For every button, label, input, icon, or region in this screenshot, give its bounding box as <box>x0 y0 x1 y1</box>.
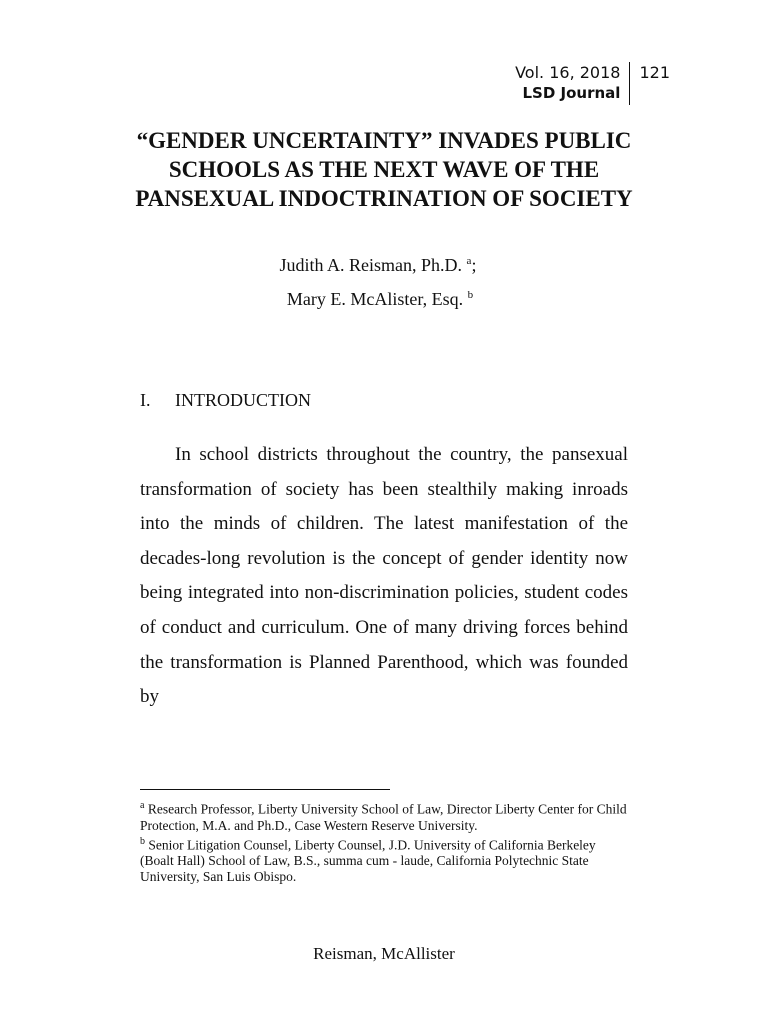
footnote-a-text: Research Professor, Liberty University School of Law, Director Liberty Center for Child Protection, M.A. and Ph.D., Case Western Reserve University. <box>140 801 627 833</box>
page-number: 121 <box>639 63 670 82</box>
journal-name: LSD Journal <box>522 84 621 102</box>
author-2-name: Mary E. McAlister, Esq. <box>286 289 468 309</box>
body-paragraph: In school districts throughout the country, the pansexual transformation of society has been stealthily making inroads into the minds of children. The latest manifestation of the decades-long revolution is the concept of gender identity now being integrated into non-discrimination policies, student codes of conduct and curriculum. One of many driving forces behind the transformation is Planned Parenthood, which was founded by <box>140 444 628 708</box>
author-1-name: Judith A. Reisman, Ph.D. <box>279 255 467 275</box>
author-2-mark: b <box>467 289 474 301</box>
footnote-b-mark: b <box>140 835 145 847</box>
volume-label: Vol. 16, 2018 <box>515 63 621 82</box>
footnote-divider <box>140 789 390 790</box>
section-title: INTRODUCTION <box>175 390 311 410</box>
footnote-a <box>140 798 630 834</box>
footnote-b-text: Senior Litigation Counsel, Liberty Counsel, J.D. University of California Berkeley (Boalt Hall) School of Law, B.S., summa cum - laude, California Polytechnic State University, San Luis Obispo. <box>140 837 596 884</box>
footnote-b <box>140 834 630 886</box>
section-number: I. <box>140 390 151 410</box>
article-title: “GENDER UNCERTAINTY” INVADES PUBLIC SCHOOLS AS THE NEXT WAVE OF THE PANSEXUAL INDOCTRINATION OF SOCIETY <box>135 128 633 211</box>
running-footer: Reisman, McAllister <box>313 944 455 963</box>
author-2 <box>0 289 764 310</box>
running-header <box>515 62 670 105</box>
author-1-mark: a <box>466 255 472 267</box>
author-1-suffix: ; <box>471 255 477 275</box>
footnotes <box>140 798 630 885</box>
author-1 <box>0 255 762 276</box>
section-heading <box>140 390 311 411</box>
header-left <box>515 62 629 104</box>
footnote-a-mark: a <box>140 800 145 811</box>
